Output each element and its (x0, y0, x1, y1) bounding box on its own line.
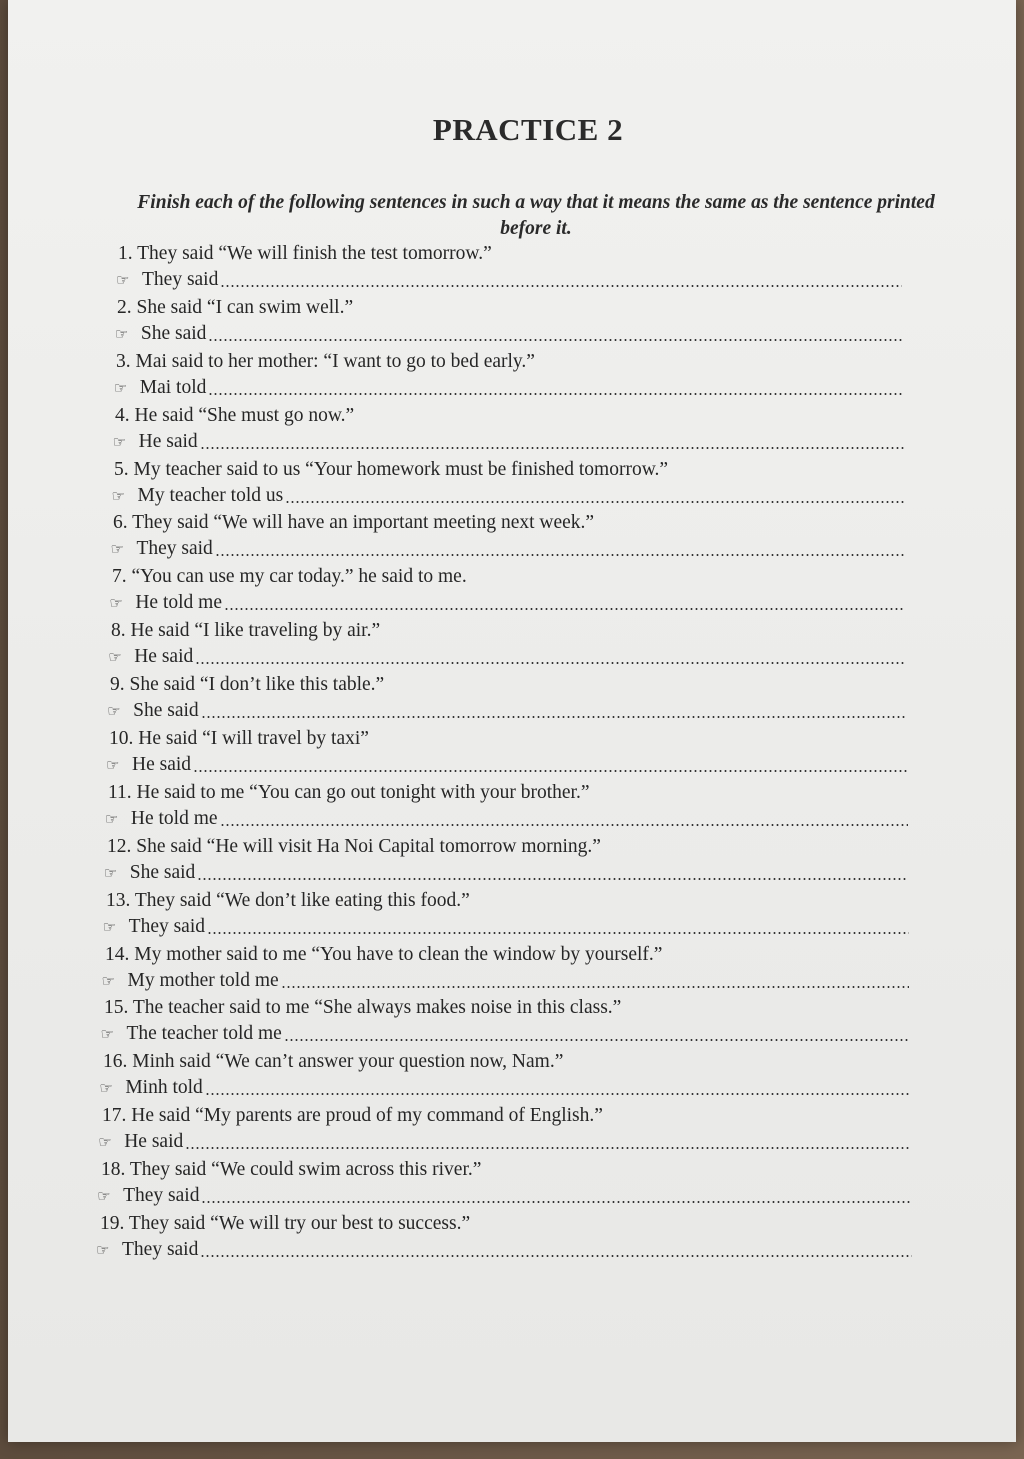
page-title: PRACTICE 2 (432, 112, 624, 147)
exercise-question: 14. My mother said to me “You have to clean the window by yourself.” (105, 943, 663, 965)
answer-line[interactable] (116, 267, 902, 293)
exercise-item (8, 942, 1016, 996)
exercise-item (8, 780, 1016, 834)
exercise-item (8, 834, 1016, 888)
answer-line[interactable] (96, 1237, 912, 1263)
exercise-question: 15. The teacher said to me “She always makes noise in this class.” (104, 997, 622, 1019)
exercise-item (8, 995, 1016, 1049)
pointing-hand-icon: ☞ (112, 434, 127, 451)
exercise-question: 19. They said “We will try our best to success.” (100, 1213, 471, 1235)
pointing-hand-icon: ☞ (111, 488, 125, 505)
dotted-answer-blank[interactable] (284, 1038, 910, 1042)
exercise-question: 18. They said “We could swim across this river.” (101, 1159, 482, 1181)
exercise-item (8, 1103, 1016, 1157)
answer-prompt: He told me (130, 807, 218, 829)
answer-prompt: Minh told (125, 1077, 203, 1099)
instruction-text: Finish each of the following sentences in such a way that it means the same as the sentence printed before it. (137, 192, 935, 239)
worksheet-paper (8, 0, 1016, 1442)
exercise-item (8, 1049, 1016, 1103)
answer-line[interactable] (110, 536, 904, 562)
pointing-hand-icon: ☞ (101, 973, 115, 990)
dotted-answer-blank[interactable] (220, 284, 902, 288)
pointing-hand-icon: ☞ (106, 758, 120, 775)
dotted-answer-blank[interactable] (208, 338, 902, 342)
answer-prompt: Mai told (139, 376, 207, 398)
dotted-answer-blank[interactable] (285, 500, 904, 504)
answer-line[interactable] (108, 644, 906, 670)
exercise-question: 1. They said “We will finish the test tomorrow.” (118, 243, 492, 264)
dotted-answer-blank[interactable] (201, 715, 907, 719)
pointing-hand-icon: ☞ (108, 650, 122, 667)
exercise-item (8, 618, 1016, 672)
answer-prompt: He said (124, 1131, 184, 1153)
exercise-list (8, 241, 1016, 1265)
answer-line[interactable] (100, 1021, 909, 1047)
answer-prompt: She said (140, 322, 207, 344)
answer-line[interactable] (102, 968, 910, 994)
dotted-answer-blank[interactable] (201, 1200, 911, 1204)
exercise-item (8, 888, 1016, 942)
pointing-hand-icon: ☞ (114, 326, 129, 343)
answer-prompt: They said (136, 538, 213, 560)
answer-line[interactable] (114, 375, 903, 401)
exercise-question: 6. They said “We will have an important meeting next week.” (113, 512, 595, 534)
exercise-question: 17. He said “My parents are proud of my command of English.” (102, 1105, 603, 1127)
pointing-hand-icon: ☞ (96, 1243, 110, 1260)
answer-line[interactable] (105, 806, 908, 832)
answer-prompt: The teacher told me (126, 1023, 282, 1045)
exercise-item (8, 564, 1016, 618)
exercise-item (8, 1211, 1016, 1265)
answer-prompt: They said (142, 269, 219, 290)
pointing-hand-icon: ☞ (99, 1081, 113, 1098)
exercise-item (8, 1157, 1016, 1211)
answer-line[interactable] (109, 590, 905, 616)
exercise-item (8, 295, 1016, 349)
answer-line[interactable] (99, 1075, 910, 1101)
answer-prompt: My teacher told us (137, 484, 284, 506)
dotted-answer-blank[interactable] (195, 661, 906, 665)
pointing-hand-icon: ☞ (109, 596, 123, 613)
exercise-item (8, 457, 1016, 511)
answer-prompt: My mother told me (127, 969, 279, 991)
exercise-item (8, 349, 1016, 403)
dotted-answer-blank[interactable] (207, 931, 909, 935)
dotted-answer-blank[interactable] (205, 1092, 911, 1096)
exercise-item (8, 510, 1016, 564)
exercise-question: 16. Minh said “We can’t answer your question now, Nam.” (103, 1051, 564, 1073)
exercise-item (8, 241, 1016, 295)
answer-line[interactable] (97, 1183, 911, 1209)
answer-prompt: He said (132, 754, 192, 776)
dotted-answer-blank[interactable] (185, 1146, 911, 1150)
pointing-hand-icon: ☞ (116, 273, 130, 289)
exercise-question: 10. He said “I will travel by taxi” (109, 728, 369, 750)
answer-prompt: He said (138, 430, 198, 452)
answer-line[interactable] (98, 1129, 911, 1155)
dotted-answer-blank[interactable] (281, 985, 910, 989)
exercise-question: 3. Mai said to her mother: “I want to go to bed early.” (116, 350, 535, 372)
exercise-item (8, 672, 1016, 726)
exercise-question: 12. She said “He will visit Ha Noi Capital tomorrow morning.” (107, 835, 601, 857)
dotted-answer-blank[interactable] (208, 392, 903, 396)
answer-line[interactable] (106, 752, 907, 778)
exercise-question: 9. She said “I don’t like this table.” (110, 674, 385, 696)
answer-prompt: She said (129, 861, 196, 883)
answer-prompt: They said (123, 1185, 200, 1207)
pointing-hand-icon: ☞ (113, 380, 128, 397)
answer-line[interactable] (115, 321, 903, 347)
pointing-hand-icon: ☞ (104, 811, 119, 828)
exercise-item (8, 403, 1016, 457)
pointing-hand-icon: ☞ (107, 704, 121, 721)
answer-prompt: He said (134, 646, 194, 668)
answer-line[interactable] (103, 914, 909, 940)
answer-line[interactable] (112, 483, 905, 509)
pointing-hand-icon: ☞ (103, 865, 118, 882)
dotted-answer-blank[interactable] (193, 769, 907, 773)
dotted-answer-blank[interactable] (215, 553, 905, 557)
dotted-answer-blank[interactable] (200, 446, 904, 450)
answer-prompt: He told me (135, 592, 222, 614)
answer-line[interactable] (104, 860, 908, 886)
exercise-question: 4. He said “She must go now.” (115, 404, 355, 426)
pointing-hand-icon: ☞ (102, 919, 117, 936)
pointing-hand-icon: ☞ (110, 542, 124, 559)
answer-line[interactable] (107, 698, 906, 724)
pointing-hand-icon: ☞ (100, 1027, 114, 1044)
exercise-question: 11. He said to me “You can go out tonight with your brother.” (108, 781, 590, 803)
exercise-question: 13. They said “We don’t like eating this food.” (106, 889, 470, 911)
dotted-answer-blank[interactable] (200, 1254, 912, 1258)
exercise-question: 8. He said “I like traveling by air.” (111, 620, 381, 642)
answer-prompt: She said (133, 700, 199, 722)
dotted-answer-blank[interactable] (224, 607, 905, 611)
exercise-item (8, 726, 1016, 780)
pointing-hand-icon: ☞ (98, 1135, 112, 1152)
pointing-hand-icon: ☞ (97, 1189, 111, 1206)
exercise-question: 2. She said “I can swim well.” (117, 296, 354, 318)
answer-prompt: They said (128, 915, 206, 937)
exercise-question: 7. “You can use my car today.” he said to me. (112, 566, 467, 588)
answer-line[interactable] (113, 429, 904, 455)
answer-prompt: They said (122, 1239, 199, 1261)
dotted-answer-blank[interactable] (220, 823, 908, 827)
exercise-question: 5. My teacher said to us “Your homework must be finished tomorrow.” (114, 458, 669, 480)
dotted-answer-blank[interactable] (197, 877, 908, 881)
